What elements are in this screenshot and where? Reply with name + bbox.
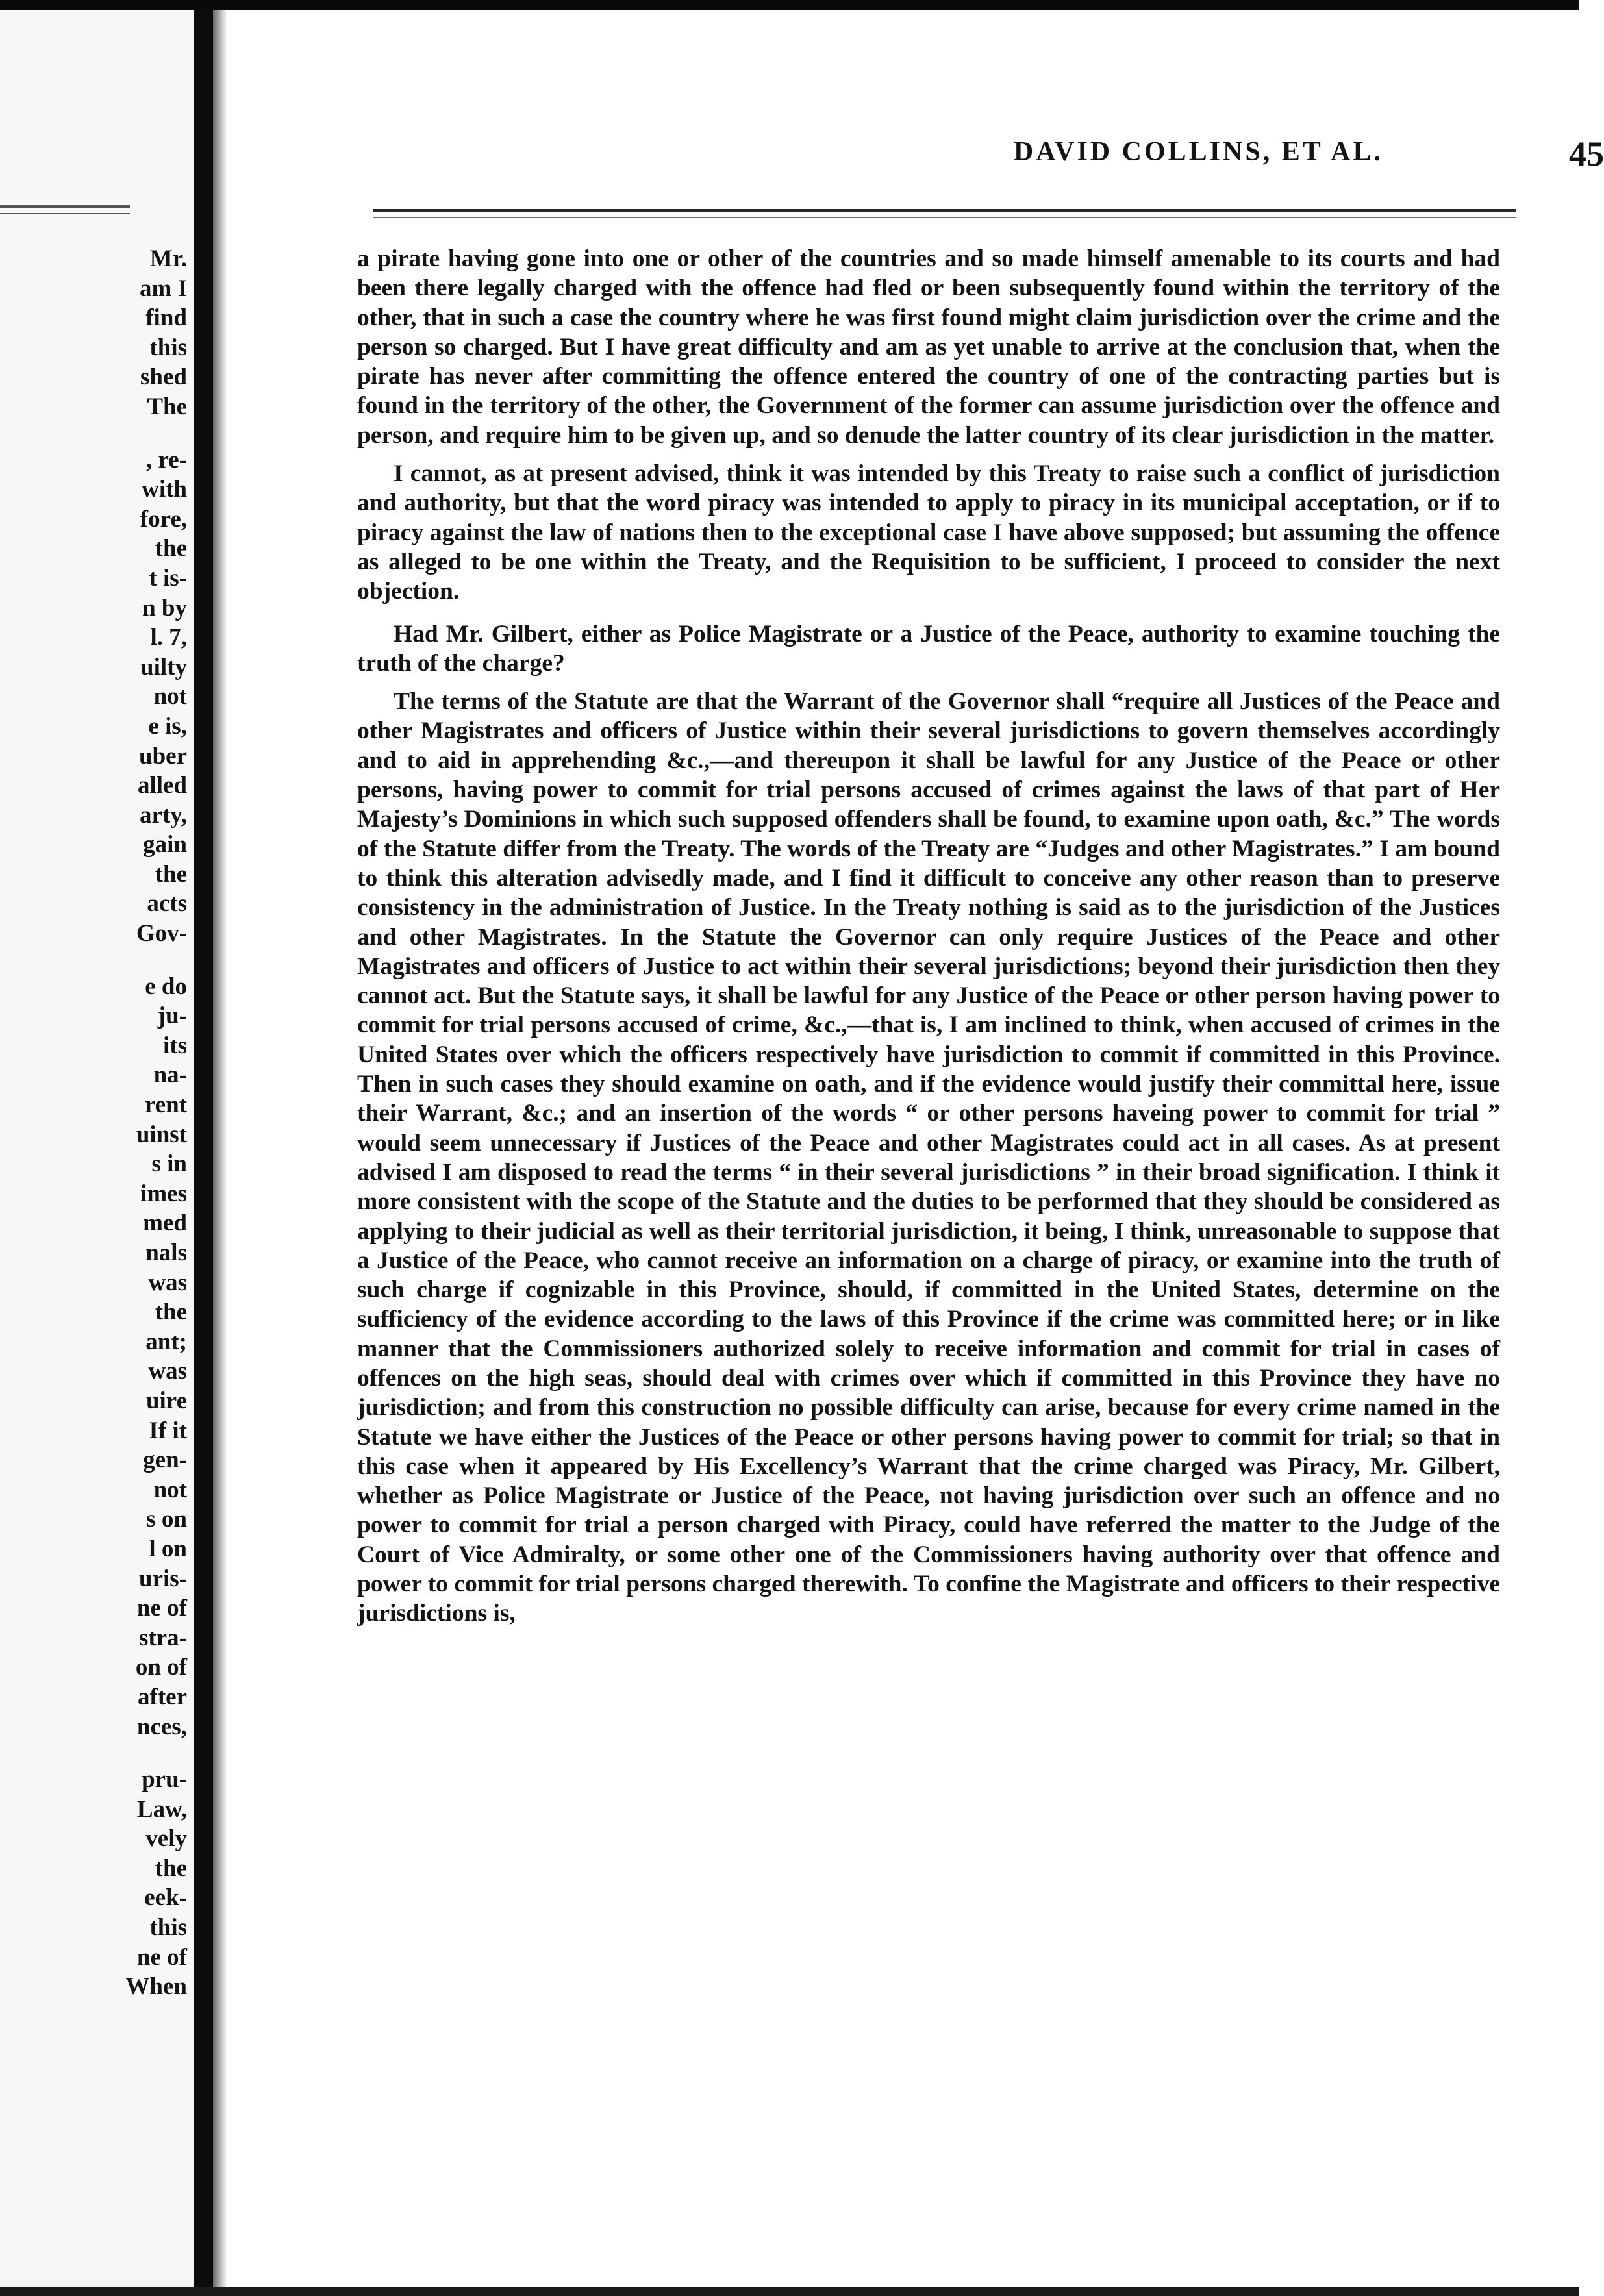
facing-page-fragment: after bbox=[138, 1683, 187, 1710]
facing-page-fragment: s in bbox=[151, 1151, 187, 1178]
facing-page-fragment: this bbox=[149, 1914, 187, 1941]
facing-page-fragment: Law, bbox=[136, 1795, 187, 1823]
facing-page-fragment: the bbox=[155, 535, 187, 562]
facing-page-fragment: Mr. bbox=[149, 245, 187, 272]
facing-page-fragment: vely bbox=[145, 1825, 187, 1853]
facing-page-fragment: arty, bbox=[140, 801, 187, 829]
facing-page-fragment: n by bbox=[142, 594, 187, 621]
facing-page-fragment: t is- bbox=[149, 564, 187, 592]
facing-page-fragment: ne of bbox=[136, 1943, 187, 1971]
paragraph: I cannot, as at present advised, think it was intended by this Treaty to raise such a conflict of jurisdiction and authority, but that the word piracy was intended to apply to piracy in its municipal acceptation, or if to piracy against the law of nations then to the exceptional case I have above supposed; but assuming the offence as alleged to be one within the Treaty, and the Requisition to be sufficient, I proceed to consider the next objection. bbox=[357, 460, 1500, 605]
facing-page-fragment: ne of bbox=[136, 1595, 187, 1622]
facing-page-fragment: If it bbox=[149, 1417, 187, 1444]
facing-page-fragment: on of bbox=[135, 1654, 187, 1681]
page-number: 45 bbox=[1569, 134, 1604, 173]
facing-page-fragment: imes bbox=[140, 1180, 187, 1207]
facing-page-fragment: ju- bbox=[157, 1003, 187, 1030]
facing-page-fragment: this bbox=[149, 334, 187, 361]
gutter-shadow bbox=[213, 10, 227, 2287]
scan-bottom-edge bbox=[0, 2287, 1579, 2296]
facing-page-fragment: uber bbox=[139, 742, 187, 769]
facing-page-rule bbox=[0, 205, 130, 208]
facing-page-fragment: shed bbox=[140, 364, 187, 391]
facing-page-fragment: not bbox=[153, 1476, 187, 1503]
facing-page-fragment: na- bbox=[153, 1062, 187, 1089]
book-page bbox=[227, 10, 1604, 2287]
facing-page-fragment: uinst bbox=[136, 1121, 187, 1148]
facing-page-fragment: find bbox=[145, 305, 187, 332]
facing-page-fragment: the bbox=[155, 860, 187, 888]
facing-page-fragment: s on bbox=[146, 1506, 187, 1533]
facing-page-fragment: e is, bbox=[148, 712, 187, 740]
facing-page-fragment: uilty bbox=[140, 653, 187, 680]
facing-page-fragment: uire bbox=[145, 1387, 187, 1414]
facing-page-fragment: with bbox=[142, 476, 187, 503]
facing-page-fragment: stra- bbox=[139, 1624, 187, 1651]
facing-page-fragment: fore, bbox=[140, 505, 187, 532]
facing-page-fragment: Gov- bbox=[136, 920, 187, 947]
facing-page-fragment: , re- bbox=[146, 446, 187, 473]
facing-page-fragment: ant; bbox=[145, 1328, 187, 1355]
facing-page-fragment: l. 7, bbox=[150, 624, 187, 651]
book-gutter bbox=[194, 10, 213, 2287]
facing-page-fragment: the bbox=[155, 1854, 187, 1882]
facing-page-fragment: l on bbox=[149, 1535, 187, 1562]
facing-page-fragment: med bbox=[143, 1210, 187, 1237]
facing-page-fragment: acts bbox=[147, 890, 187, 917]
header-rule bbox=[373, 209, 1516, 212]
facing-page-fragment bbox=[25, 949, 187, 972]
facing-page-fragment: was bbox=[148, 1358, 187, 1385]
facing-page-fragment: not bbox=[153, 683, 187, 710]
facing-page-fragment: When bbox=[125, 1973, 187, 2001]
facing-page-fragment: its bbox=[163, 1032, 187, 1059]
paragraph: Had Mr. Gilbert, either as Police Magistrate or a Justice of the Peace, authority to examine touching the truth of the charge? bbox=[357, 620, 1500, 677]
facing-page-fragment: rent bbox=[144, 1092, 187, 1119]
facing-page-fragment: uris- bbox=[139, 1565, 187, 1592]
facing-page-fragment: e do bbox=[145, 973, 187, 1000]
facing-page-edge bbox=[0, 10, 194, 2287]
facing-page-fragment: am I bbox=[140, 275, 187, 302]
facing-page-fragment: pru- bbox=[142, 1766, 187, 1793]
facing-page-fragment: gen- bbox=[143, 1447, 187, 1474]
facing-page-fragment: nces, bbox=[136, 1713, 187, 1740]
header-rule-thin bbox=[373, 217, 1516, 218]
paragraph: The terms of the Statute are that the Warrant of the Governor shall “require all Justices of the Peace and other Magistrates and officers of Justice within their several jurisdictions to govern themselves accordingly and to aid in apprehending &c.,—and thereupon it shall be lawful for any Justice of the Peace or other persons, having power to commit for trial persons accused of crimes against the laws of that part of Her Majesty’s Dominions in which such supposed offenders shall be found, to examine upon oath, &c.” The words of the Statute differ from the Treaty. The words of the Treaty are “Judges and other Magistrates.” I am bound to think this alteration advisedly made, and I find it difficult to conceive any other reason than to preserve consistency in the administration of Justice. In the Treaty nothing is said as to the jurisdiction of the Justices and other Magistrates. In the Statute the Governor can only require Justices of the Peace and other Magistrates and officers of Justice to act within their several jurisdictions; beyond their jurisdiction then they cannot act. But the Statute says, it shall be lawful for any Justice of the Peace or other person having power to commit for trial persons accused of crime, &c.,—that is, I am inclined to think, when accused of crimes in the United States over which the officers respectively have jurisdiction to commit if committed in this Province. Then in such cases they should examine on oath, and if the evidence would justify their committal here, issue their Warrant, &c.; and an insertion of the words “ or other persons haveing power to commit for trial ” would seem unnecessary if Justices of the Peace and other Magistrates could act in all cases. As at present advised I am disposed to read the terms “ in their several jurisdictions ” in their broad signification. I think it more consistent with the scope of the Statute and the duties to be performed that they should be considered as applying to their judicial as well as their territorial jurisdiction, it being, I think, unreasonable to suppose that a Justice of the Peace, who cannot receive an information on a charge of piracy, or examine into the truth of such charge if cognizable in this Province, should, if committed in the United States, determine on the sufficiency of the evidence according to the laws of this Province if the crime was committed here; or in like manner that the Commissioners authorized solely to receive information and commit for trial in cases of offences on the high seas, should deal with crimes over which if committed in this Province they have no jurisdiction; and from this construction no possible difficulty can arise, because for every crime named in the Statute we have either the Justices of the Peace or other persons having power to commit for trial; so that in this case when it appeared by His Excellency’s Warrant that the crime charged was Piracy, Mr. Gilbert, whether as Police Magistrate or Justice of the Peace, not having jurisdiction over such an offence and no power to commit for trial a person charged with Piracy, could have referred the matter to the Judge of the Court of Vice Admiralty, or some other one of the Commissioners having authority over that offence and power to commit for trial persons charged therewith. To confine the Magistrate and officers to their respective jurisdictions is, bbox=[357, 688, 1500, 1627]
facing-page-fragment: The bbox=[147, 393, 187, 420]
facing-page-fragment bbox=[25, 422, 187, 445]
page-body bbox=[357, 244, 1500, 1638]
facing-page-fragment: gain bbox=[143, 831, 187, 858]
facing-page-fragment: alled bbox=[137, 772, 187, 799]
scan-top-edge bbox=[0, 0, 1579, 10]
facing-page-fragment bbox=[25, 1741, 187, 1765]
facing-page-text-fragments bbox=[25, 244, 187, 2002]
facing-page-rule-thin bbox=[0, 213, 130, 214]
facing-page-fragment: the bbox=[155, 1299, 187, 1326]
paragraph: a pirate having gone into one or other of the countries and so made himself amenable to its courts and had been there legally charged with the offence had fled or been subsequently found within the territory of the other, that in such a case the country where he was first found might claim jurisdiction over the crime and the person so charged. But I have great difficulty and am as yet unable to arrive at the conclusion that, when the pirate has never after committing the offence entered the country of one of the contracting parties but is found in the territory of the other, the Government of the former can assume jurisdiction over the offence and person, and require him to be given up, and so denude the latter country of its clear jurisdiction in the matter. bbox=[357, 245, 1500, 449]
facing-page-fragment: eek- bbox=[144, 1884, 187, 1912]
facing-page-fragment: was bbox=[148, 1269, 187, 1296]
facing-page-fragment: nals bbox=[145, 1240, 187, 1266]
running-head: DAVID COLLINS, ET AL. bbox=[1013, 137, 1383, 167]
